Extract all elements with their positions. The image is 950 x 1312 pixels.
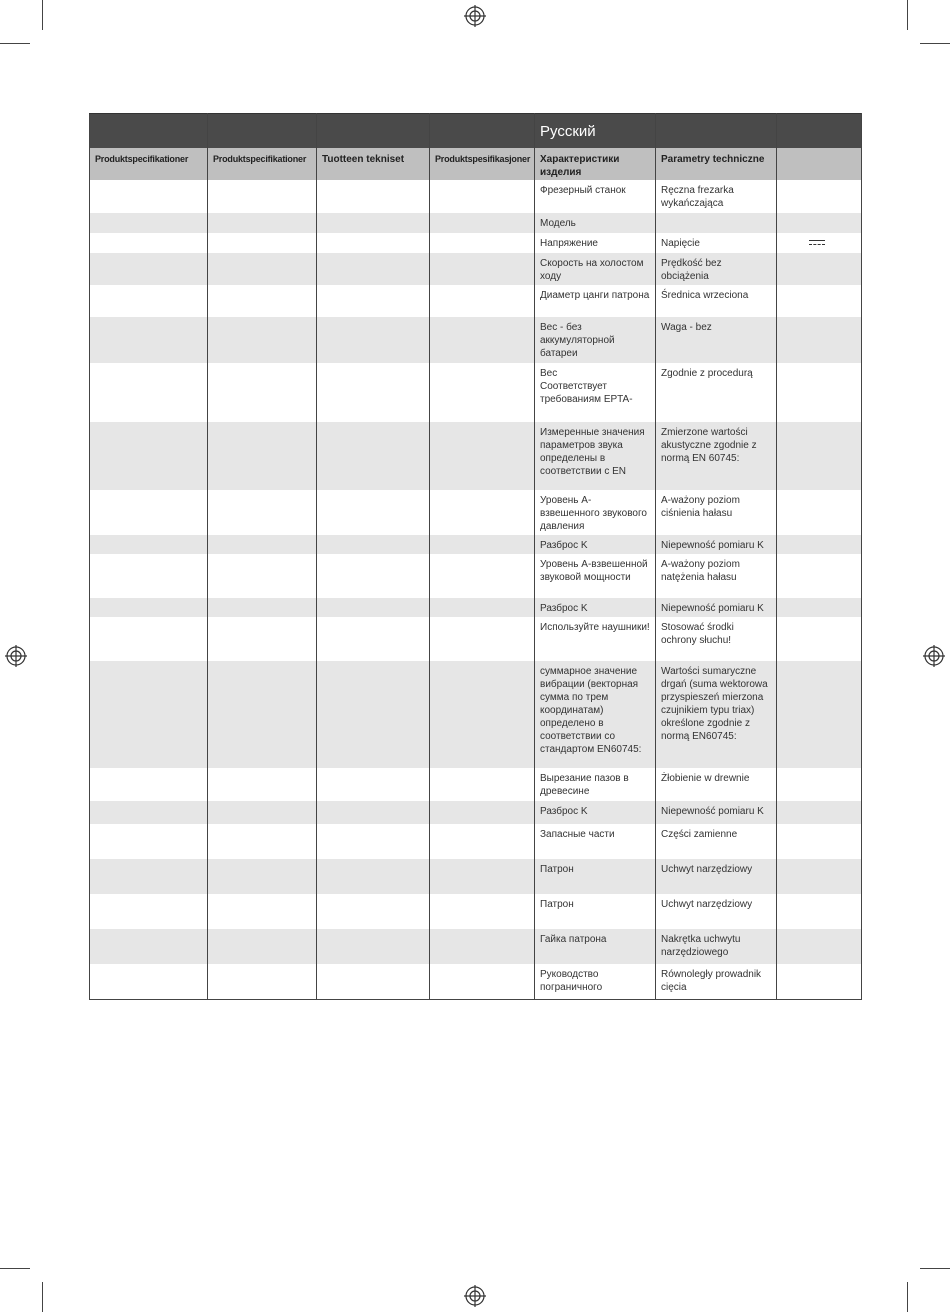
value-cell [777,964,862,999]
empty-cell [317,490,430,535]
russian-spec-cell: Разброс K [535,801,656,824]
language-cell [430,114,535,149]
empty-cell [208,285,317,317]
language-cell [317,114,430,149]
table-row [90,363,862,422]
registration-mark-icon [4,644,28,668]
empty-cell [430,285,535,317]
polish-spec-cell: Niepewność pomiaru K [656,535,777,554]
polish-spec-cell: Stosować środki ochrony słuchu! [656,617,777,661]
column-header: Produktspecifikationer [90,148,208,180]
language-title: Русский [535,114,656,149]
empty-cell [90,233,208,253]
empty-cell [317,801,430,824]
empty-cell [430,253,535,285]
empty-cell [90,363,208,422]
table-row [90,285,862,317]
value-cell [777,285,862,317]
table-row [90,617,862,661]
crop-mark [0,1268,30,1269]
value-cell [777,490,862,535]
column-header-row [90,148,862,180]
empty-cell [430,535,535,554]
empty-cell [430,768,535,801]
empty-cell [317,894,430,929]
table-row [90,801,862,824]
polish-spec-cell: Zmierzone wartości akustyczne zgodnie z normą EN 60745: [656,422,777,490]
russian-spec-cell: Фрезерный станок [535,180,656,213]
empty-cell [317,253,430,285]
empty-cell [208,554,317,598]
empty-cell [208,253,317,285]
value-cell [777,894,862,929]
russian-spec-cell: Гайка патрона [535,929,656,964]
table-row [90,317,862,363]
russian-spec-cell: Модель [535,213,656,233]
value-cell [777,554,862,598]
empty-cell [317,598,430,617]
value-cell [777,422,862,490]
language-cell [777,114,862,149]
registration-mark-icon [463,1284,487,1308]
empty-cell [430,554,535,598]
column-header: Tuotteen tekniset [317,148,430,180]
empty-cell [430,859,535,894]
empty-cell [208,317,317,363]
polish-spec-cell: A-ważony poziom ciśnienia hałasu [656,490,777,535]
value-cell [777,859,862,894]
value-cell [777,233,862,253]
empty-cell [317,824,430,859]
column-header: Характеристики изделия [535,148,656,180]
empty-cell [208,363,317,422]
empty-cell [208,894,317,929]
empty-cell [317,554,430,598]
empty-cell [208,535,317,554]
empty-cell [208,801,317,824]
polish-spec-cell: Waga - bez [656,317,777,363]
empty-cell [208,422,317,490]
crop-mark [920,43,950,44]
value-cell [777,213,862,233]
empty-cell [317,213,430,233]
empty-cell [317,617,430,661]
empty-cell [208,598,317,617]
russian-spec-cell: Уровень A-взвешенной звуковой мощности [535,554,656,598]
value-cell [777,929,862,964]
table-row [90,964,862,999]
empty-cell [317,317,430,363]
polish-spec-cell: Prędkość bez obciążenia [656,253,777,285]
empty-cell [208,617,317,661]
empty-cell [90,768,208,801]
empty-cell [90,535,208,554]
polish-spec-cell: A-ważony poziom natężenia hałasu [656,554,777,598]
crop-mark [42,1282,43,1312]
empty-cell [90,422,208,490]
polish-spec-cell: Wartości sumaryczne drgań (suma wektorowa przyspieszeń mierzona czujnikiem typu triax) określone zgodnie z normą EN60745: [656,661,777,768]
column-header: Produktspecifikationer [208,148,317,180]
empty-cell [430,422,535,490]
empty-cell [208,824,317,859]
empty-cell [90,617,208,661]
empty-cell [317,929,430,964]
table-row [90,598,862,617]
crop-mark [907,0,908,30]
empty-cell [430,661,535,768]
empty-cell [317,768,430,801]
empty-cell [430,363,535,422]
language-cell [90,114,208,149]
empty-cell [90,929,208,964]
language-row [90,114,862,149]
table-row [90,213,862,233]
russian-spec-cell: Вес Соответствует требованиям EPTA- [535,363,656,422]
empty-cell [90,859,208,894]
russian-spec-cell: Разброс K [535,598,656,617]
language-cell [656,114,777,149]
empty-cell [90,253,208,285]
polish-spec-cell: Niepewność pomiaru K [656,598,777,617]
value-cell [777,801,862,824]
empty-cell [317,233,430,253]
russian-spec-cell: Диаметр цанги патрона [535,285,656,317]
registration-mark-icon [922,644,946,668]
empty-cell [90,554,208,598]
russian-spec-cell: Уровень А-взвешенного звукового давления [535,490,656,535]
empty-cell [317,535,430,554]
polish-spec-cell: Uchwyt narzędziowy [656,859,777,894]
table-row [90,490,862,535]
russian-spec-cell: Используйте наушники! [535,617,656,661]
empty-cell [430,617,535,661]
empty-cell [430,490,535,535]
empty-cell [90,317,208,363]
registration-mark-icon [463,4,487,28]
empty-cell [430,180,535,213]
empty-cell [430,233,535,253]
empty-cell [430,801,535,824]
empty-cell [430,598,535,617]
table-row [90,180,862,213]
russian-spec-cell: Патрон [535,894,656,929]
table-row [90,661,862,768]
value-cell [777,317,862,363]
empty-cell [90,285,208,317]
empty-cell [317,363,430,422]
table-row [90,253,862,285]
table-row [90,768,862,801]
polish-spec-cell: Równoległy prowadnik cięcia [656,964,777,999]
empty-cell [317,285,430,317]
empty-cell [208,859,317,894]
russian-spec-cell: Измеренные значения параметров звука определены в соответствии с EN [535,422,656,490]
empty-cell [430,964,535,999]
value-cell [777,824,862,859]
column-header [777,148,862,180]
empty-cell [90,213,208,233]
empty-cell [208,213,317,233]
russian-spec-cell: Вырезание пазов в древесине [535,768,656,801]
crop-mark [0,43,30,44]
polish-spec-cell: Zgodnie z procedurą [656,363,777,422]
russian-spec-cell: Разброс K [535,535,656,554]
polish-spec-cell: Żłobienie w drewnie [656,768,777,801]
language-cell [208,114,317,149]
empty-cell [208,964,317,999]
empty-cell [90,661,208,768]
empty-cell [208,661,317,768]
table-row [90,554,862,598]
crop-mark [907,1282,908,1312]
value-cell [777,535,862,554]
value-cell [777,253,862,285]
russian-spec-cell: Руководство пограничного [535,964,656,999]
empty-cell [208,929,317,964]
empty-cell [90,490,208,535]
polish-spec-cell [656,213,777,233]
russian-spec-cell: Патрон [535,859,656,894]
table-row [90,929,862,964]
column-header: Produktspesifikasjoner [430,148,535,180]
empty-cell [317,180,430,213]
russian-spec-cell: Скорость на холостом ходу [535,253,656,285]
table-row [90,422,862,490]
empty-cell [90,598,208,617]
empty-cell [430,317,535,363]
empty-cell [317,422,430,490]
empty-cell [90,894,208,929]
empty-cell [90,824,208,859]
empty-cell [208,180,317,213]
russian-spec-cell: Напряжение [535,233,656,253]
empty-cell [317,661,430,768]
polish-spec-cell: Niepewność pomiaru K [656,801,777,824]
polish-spec-cell: Uchwyt narzędziowy [656,894,777,929]
empty-cell [90,964,208,999]
value-cell [777,661,862,768]
column-header: Parametry techniczne [656,148,777,180]
table-row [90,535,862,554]
empty-cell [430,213,535,233]
crop-mark [920,1268,950,1269]
table-row [90,233,862,253]
value-cell [777,768,862,801]
empty-cell [208,490,317,535]
empty-cell [430,824,535,859]
polish-spec-cell: Części zamienne [656,824,777,859]
polish-spec-cell: Nakrętka uchwytu narzędziowego [656,929,777,964]
empty-cell [317,964,430,999]
russian-spec-cell: суммарное значение вибрации (векторная сумма по трем координатам) определено в соответствии со стандартом EN60745: [535,661,656,768]
value-cell [777,363,862,422]
crop-mark [42,0,43,30]
empty-cell [208,233,317,253]
dc-current-icon [809,240,825,246]
russian-spec-cell: Вес - без аккумуляторной батареи [535,317,656,363]
value-cell [777,598,862,617]
value-cell [777,617,862,661]
polish-spec-cell: Ręczna frezarka wykańczająca [656,180,777,213]
empty-cell [317,859,430,894]
polish-spec-cell: Napięcie [656,233,777,253]
empty-cell [208,768,317,801]
empty-cell [430,929,535,964]
polish-spec-cell: Średnica wrzeciona [656,285,777,317]
empty-cell [90,180,208,213]
russian-spec-cell: Запасные части [535,824,656,859]
empty-cell [90,801,208,824]
table-row [90,859,862,894]
spec-table [89,113,862,1000]
table-row [90,894,862,929]
table-row [90,824,862,859]
value-cell [777,180,862,213]
empty-cell [430,894,535,929]
